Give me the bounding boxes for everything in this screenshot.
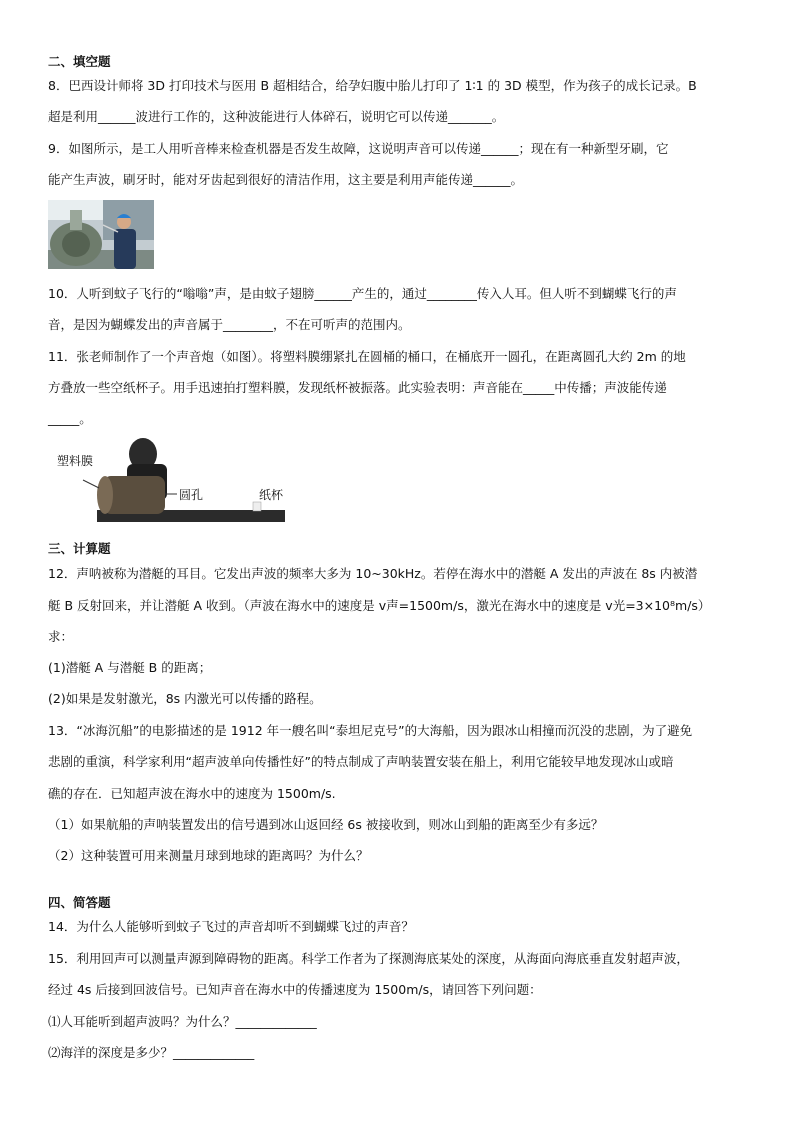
question-15-line-2: 经过 4s 后接到回波信号。已知声音在海水中的传播速度为 1500m/s，请回答下列问题： (48, 982, 542, 997)
question-12-line-1: 12．声呐被称为潜艇的耳目。它发出声波的频率大多为 10~30kHz。若停在海水中的潜艇 A 发出的声波在 8s 内被潜 (48, 566, 698, 581)
question-10-line-1: 10．人听到蚊子飞行的“嗡嗡”声，是由蚊子翅膀______产生的，通过________传入人耳。但人听不到蝴蝶飞行的声 (48, 286, 677, 301)
question-15-line-1: 15．利用回声可以测量声源到障碍物的距离。科学工作者为了探测海底某处的深度，从海面向海底垂直发射超声波， (48, 951, 689, 966)
question-13-line-2: 悲剧的重演，科学家利用“超声波单向传播性好”的特点制成了声呐装置安装在船上，利用它能较早地发现冰山或暗 (48, 754, 674, 769)
question-11-line-2: 方叠放一些空纸杯子。用手迅速拍打塑料膜，发现纸杯被振落。此实验表明：声音能在_____中传播；声波能传递 (48, 380, 667, 395)
section-heading-fill: 二、填空题 (48, 54, 111, 69)
question-15-part-1: ⑴人耳能听到超声波吗？为什么？_____________ (48, 1014, 317, 1029)
membrane-label: 塑料膜 (57, 454, 94, 468)
question-12-line-3: 求： (48, 629, 74, 644)
sound-cannon-figure (55, 436, 287, 528)
question-13-line-1: 13．“冰海沉船”的电影描述的是 1912 年一艘名叫“泰坦尼克号”的大海船，因为跟冰山相撞而沉没的悲剧，为了避免 (48, 723, 693, 738)
question-15-part-2: ⑵海洋的深度是多少？_____________ (48, 1045, 255, 1060)
question-13-line-3: 礁的存在．已知超声波在海水中的速度为 1500m/s. (48, 786, 336, 801)
question-8-line-2: 超是利用______波进行工作的，这种波能进行人体碎石，说明它可以传递_______。 (48, 109, 505, 124)
question-9-line-2: 能产生声波，刷牙时，能对牙齿起到很好的清洁作用，这主要是利用声能传递______。 (48, 172, 524, 187)
worker-photo (48, 200, 154, 269)
question-11-line-1: 11．张老师制作了一个声音炮（如图）。将塑料膜绷紧扎在圆桶的桶口，在桶底开一圆孔，在距离圆孔大约 2m 的地 (48, 349, 686, 364)
question-9-line-1: 9．如图所示，是工人用听音棒来检查机器是否发生故障，这说明声音可以传递______；现在有一种新型牙刷，它 (48, 141, 669, 156)
question-13-part-1: （1）如果航船的声呐装置发出的信号遇到冰山返回经 6s 被接收到，则冰山到船的距离至少有多远？ (48, 817, 604, 832)
question-8-line-1: 8．巴西设计师将 3D 打印技术与医用 B 超相结合，给孕妇腹中胎儿打印了 1∶1 的 3D 模型，作为孩子的成长记录。B (48, 78, 697, 93)
hole-label: 圆孔 (179, 488, 204, 502)
question-12-part-1: (1)潜艇 A 与潜艇 B 的距离； (48, 660, 212, 675)
question-11-line-3: _____。 (48, 411, 92, 426)
cup-label: 纸杯 (259, 488, 284, 502)
question-10-line-2: 音，是因为蝴蝶发出的声音属于________，不在可听声的范围内。 (48, 317, 411, 332)
question-12-part-2: (2)如果是发射激光，8s 内激光可以传播的路程。 (48, 691, 322, 706)
question-12-line-2: 艇 B 反射回来，并让潜艇 A 收到。（声波在海水中的速度是 v声=1500m/s，激光在海水中的速度是 v光=3×10⁸m/s） (48, 598, 711, 613)
section-heading-calc: 三、计算题 (48, 541, 111, 556)
question-14: 14．为什么人能够听到蚊子飞过的声音却听不到蝴蝶飞过的声音？ (48, 919, 414, 934)
question-13-part-2: （2）这种装置可用来测量月球到地球的距离吗？为什么？ (48, 848, 369, 863)
section-heading-short: 四、简答题 (48, 895, 111, 910)
